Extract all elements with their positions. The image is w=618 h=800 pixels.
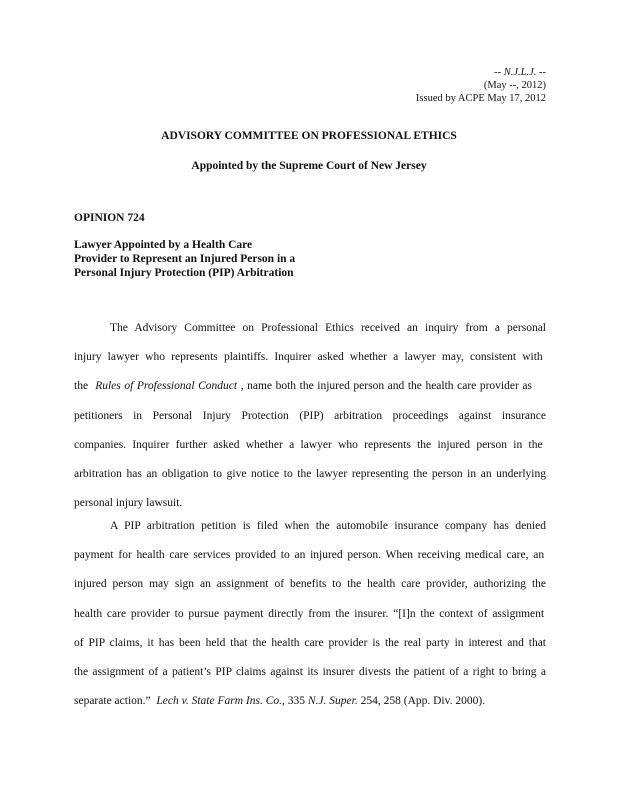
text-line [74, 687, 546, 716]
text-segment: the [74, 380, 92, 393]
publication-date: (May --, 2012) [483, 80, 546, 91]
rules-title: Rules of Professional Conduct [95, 380, 238, 393]
text-line: The Advisory Committee on Professional Ethics received an inquiry from a personal [110, 322, 546, 334]
text-line: health care provider to pursue payment directly from the insurer. “[I]n the context of assignment [74, 607, 545, 620]
text-segment: 254, 258 (App. Div. 2000). [357, 695, 486, 708]
text-segment: separate action.” [74, 695, 157, 708]
text-line: petitioners in Personal Injury Protection (PIP) arbitration proceedings against insurance [74, 409, 546, 422]
text-line: payment for health care services provided to an injured person. When receiving medical care, an [74, 549, 545, 562]
issued-line: Issued by ACPE May 17, 2012 [415, 93, 546, 104]
text-line: injury lawyer who represents plaintiffs. Inquirer asked whether a lawyer may, consistent with [74, 351, 543, 364]
paragraph-2 [74, 512, 546, 716]
text-segment: , 335 [282, 695, 308, 708]
opinion-heading [74, 238, 295, 280]
citation: -- N.J.L.J. -- [494, 67, 546, 78]
text-line: personal injury lawsuit. [74, 497, 183, 510]
opinion-heading-line: Provider to Represent an Injured Person in a [74, 253, 296, 265]
text-line: the assignment of a patient’s PIP claims against its insurer divests the patient of a right to bring a [74, 666, 546, 679]
text-line: injured person may sign an assignment of benefits to the health care provider, authorizing the [74, 578, 546, 591]
committee-subtitle: Appointed by the Supreme Court of New Jersey [191, 160, 427, 172]
paragraph-1 [74, 314, 546, 518]
text-line: companies. Inquirer further asked whether a lawyer who represents the injured person in the [74, 438, 543, 451]
opinion-heading-line: Personal Injury Protection (PIP) Arbitration [74, 267, 294, 279]
committee-title: ADVISORY COMMITTEE ON PROFESSIONAL ETHICS [161, 130, 457, 142]
document-header [416, 66, 546, 105]
reporter-name: N.J. Super. [307, 695, 358, 708]
text-segment: , name both the injured person and the health care provider as [240, 380, 532, 393]
opinion-heading-line: Lawyer Appointed by a Health Care [74, 239, 253, 251]
text-line [74, 372, 546, 401]
case-name: Lech v. State Farm Ins. Co. [156, 695, 283, 708]
text-line: of PIP claims, it has been held that the health care provider is the real party in interest and that [74, 636, 546, 649]
text-line: A PIP arbitration petition is filed when the automobile insurance company has denied [110, 520, 546, 532]
opinion-number: OPINION 724 [74, 212, 145, 224]
text-line: arbitration has an obligation to give notice to the lawyer representing the person in an underlying [74, 468, 546, 481]
